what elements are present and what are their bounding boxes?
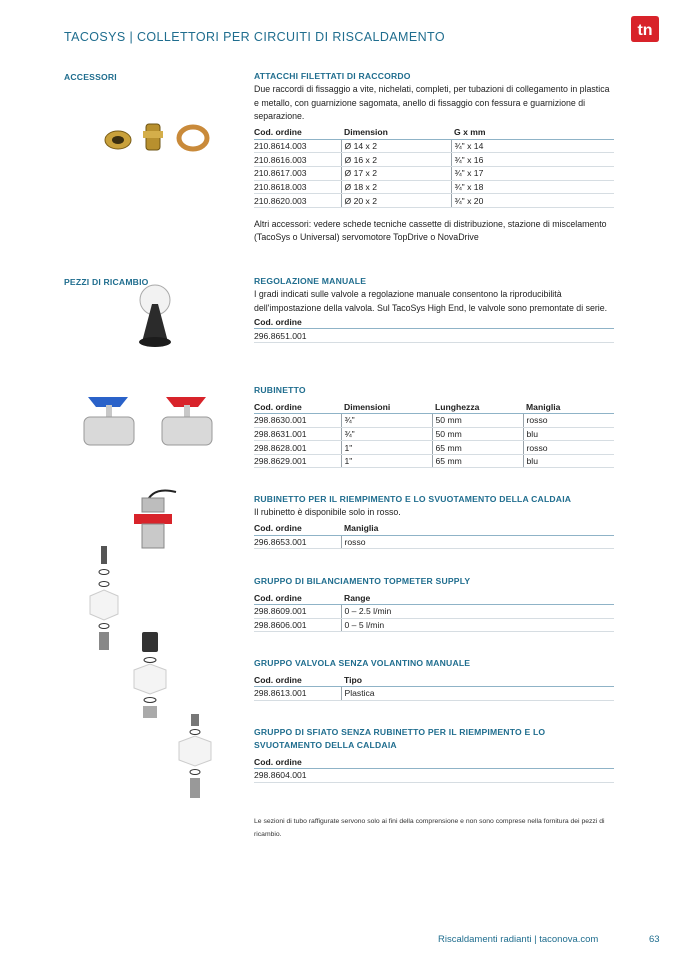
sfiato-exploded-image — [175, 712, 215, 800]
table-cell: 0 – 5 l/min — [341, 618, 614, 632]
table-cell: 50 mm — [432, 414, 523, 428]
regolazione-text: I gradi indicati sulle valvole a regolazione manuale consentono la riproducibilità dell'impostazione della valvola. Sul TacoSys High End, le valvole sono premontate di serie. — [254, 289, 608, 313]
table-row — [254, 329, 614, 343]
column-header: Tipo — [341, 673, 614, 687]
table-cell: Ø 17 x 2 — [341, 167, 451, 181]
table-cell: 65 mm — [432, 454, 523, 468]
column-header: Maniglia — [341, 522, 614, 536]
table-header-row — [254, 126, 614, 140]
riempimento-text: Il rubinetto è disponibile solo in rosso. — [254, 507, 401, 517]
table-cell: Plastica — [341, 687, 614, 701]
table-header-row — [254, 755, 614, 769]
column-header: Maniglia — [523, 400, 614, 414]
table-cell: 210.8618.003 — [254, 180, 341, 194]
table-header-row — [254, 522, 614, 536]
taconova-logo — [629, 14, 661, 44]
table-cell: 298.8606.001 — [254, 618, 341, 632]
section-rubinetto — [254, 384, 614, 468]
table-header-row — [254, 400, 614, 414]
section-valvola — [254, 657, 614, 701]
regolazione-knob-image — [124, 282, 186, 348]
table-cell: ¾" — [341, 414, 432, 428]
table-row — [254, 153, 614, 167]
rubinetto-title: RUBINETTO — [254, 385, 306, 395]
table-cell: 210.8616.003 — [254, 153, 341, 167]
column-header: Cod. ordine — [254, 400, 341, 414]
table-cell: Ø 14 x 2 — [341, 139, 451, 153]
topmeter-exploded-image — [86, 544, 122, 656]
table-row — [254, 687, 614, 701]
column-header: Dimensioni — [341, 400, 432, 414]
regolazione-title: REGOLAZIONE MANUALE — [254, 276, 367, 286]
table-cell: 0 – 2.5 l/min — [341, 605, 614, 619]
section-attacchi — [254, 70, 614, 245]
table-row — [254, 427, 614, 441]
valvola-table — [254, 673, 614, 701]
table-cell: ¾" x 14 — [451, 139, 614, 153]
table-row — [254, 167, 614, 181]
table-cell: blu — [523, 427, 614, 441]
riempimento-title: RUBINETTO PER IL RIEMPIMENTO E LO SVUOTAMENTO DELLA CALDAIA — [254, 494, 572, 504]
table-cell: 296.8653.001 — [254, 535, 341, 549]
column-header: Cod. ordine — [254, 315, 614, 329]
sfiato-title: GRUPPO DI SFIATO SENZA RUBINETTO PER IL RIEMPIMENTO E LO SVUOTAMENTO DELLA CALDAIA — [254, 727, 546, 750]
page-header-title: TACOSYS | COLLETTORI PER CIRCUITI DI RISCALDAMENTO — [64, 30, 445, 44]
table-row — [254, 605, 614, 619]
logo-text: tn — [637, 22, 653, 39]
table-cell: ¾" x 16 — [451, 153, 614, 167]
table-cell: rosso — [341, 535, 614, 549]
table-row — [254, 194, 614, 208]
column-header: Cod. ordine — [254, 755, 614, 769]
table-header-row — [254, 315, 614, 329]
attacchi-text: Due raccordi di fissaggio a vite, nichelati, completi, per tubazioni di collegamento in plastica e metallo, con guarnizione sagomata, anello di fissaggio con fessura e guarnizione di separazione. — [254, 84, 610, 122]
table-cell: ¾" x 18 — [451, 180, 614, 194]
riempimento-table — [254, 522, 614, 550]
table-cell: 298.8604.001 — [254, 769, 614, 783]
table-row — [254, 535, 614, 549]
table-cell: 1" — [341, 441, 432, 455]
valvola-exploded-image — [130, 630, 172, 720]
table-cell: 65 mm — [432, 441, 523, 455]
table-cell: 50 mm — [432, 427, 523, 441]
table-cell: Ø 16 x 2 — [341, 153, 451, 167]
table-row — [254, 414, 614, 428]
table-cell: Ø 18 x 2 — [341, 180, 451, 194]
column-header: Lunghezza — [432, 400, 523, 414]
table-cell: 210.8614.003 — [254, 139, 341, 153]
column-header: Cod. ordine — [254, 126, 341, 140]
table-cell: rosso — [523, 441, 614, 455]
table-cell: Ø 20 x 2 — [341, 194, 451, 208]
regolazione-table — [254, 315, 614, 343]
rubinetto-image — [80, 385, 230, 455]
section-sfiato — [254, 726, 614, 783]
table-row — [254, 769, 614, 783]
footnote: Le sezioni di tubo raffigurate servono solo ai fini della comprensione e non sono comprese nella fornitura dei pezzi di ricambio. — [254, 818, 605, 838]
table-cell: 210.8620.003 — [254, 194, 341, 208]
valvola-title: GRUPPO VALVOLA SENZA VOLANTINO MANUALE — [254, 658, 471, 668]
column-header: Range — [341, 591, 614, 605]
table-cell: 298.8609.001 — [254, 605, 341, 619]
table-cell: blu — [523, 454, 614, 468]
table-header-row — [254, 591, 614, 605]
table-cell: 298.8613.001 — [254, 687, 341, 701]
section-bilanciamento — [254, 575, 614, 632]
attacchi-note: Altri accessori: vedere schede tecniche cassette di distribuzione, stazione di miscelamento (TacoSys o Universal) servomotore TopDrive o NovaDrive — [254, 218, 607, 243]
table-cell: 296.8651.001 — [254, 329, 614, 343]
table-cell: 1" — [341, 454, 432, 468]
column-header: Dimension — [341, 126, 451, 140]
attacchi-title: ATTACCHI FILETTATI DI RACCORDO — [254, 71, 411, 81]
page-number: 63 — [649, 934, 660, 945]
sfiato-table — [254, 755, 614, 783]
table-row — [254, 139, 614, 153]
table-row — [254, 454, 614, 468]
table-cell: rosso — [523, 414, 614, 428]
table-cell: 210.8617.003 — [254, 167, 341, 181]
column-header: Cod. ordine — [254, 591, 341, 605]
table-cell: 298.8631.001 — [254, 427, 341, 441]
side-label-accessori: ACCESSORI — [64, 72, 117, 82]
table-header-row — [254, 673, 614, 687]
table-row — [254, 441, 614, 455]
table-cell: 298.8629.001 — [254, 454, 341, 468]
rubinetto-table — [254, 400, 614, 468]
footer-text: Riscaldamenti radianti | taconova.com — [438, 934, 599, 945]
table-row — [254, 618, 614, 632]
column-header: Cod. ordine — [254, 522, 341, 536]
column-header: Cod. ordine — [254, 673, 341, 687]
attacchi-table — [254, 126, 614, 208]
table-cell: 298.8630.001 — [254, 414, 341, 428]
side-label-pezzi-di-ricambio: PEZZI DI RICAMBIO — [64, 277, 149, 287]
table-cell: 298.8628.001 — [254, 441, 341, 455]
table-cell: ¾" — [341, 427, 432, 441]
section-riempimento — [254, 493, 614, 549]
section-regolazione — [254, 275, 614, 343]
raccordi-image — [100, 118, 220, 158]
table-cell: ¾" x 20 — [451, 194, 614, 208]
bilanciamento-table — [254, 591, 614, 632]
table-row — [254, 180, 614, 194]
column-header: G x mm — [451, 126, 614, 140]
bilanciamento-title: GRUPPO DI BILANCIAMENTO TOPMETER SUPPLY — [254, 576, 471, 586]
table-cell: ¾" x 17 — [451, 167, 614, 181]
rubinetto-riempimento-image — [128, 484, 190, 554]
